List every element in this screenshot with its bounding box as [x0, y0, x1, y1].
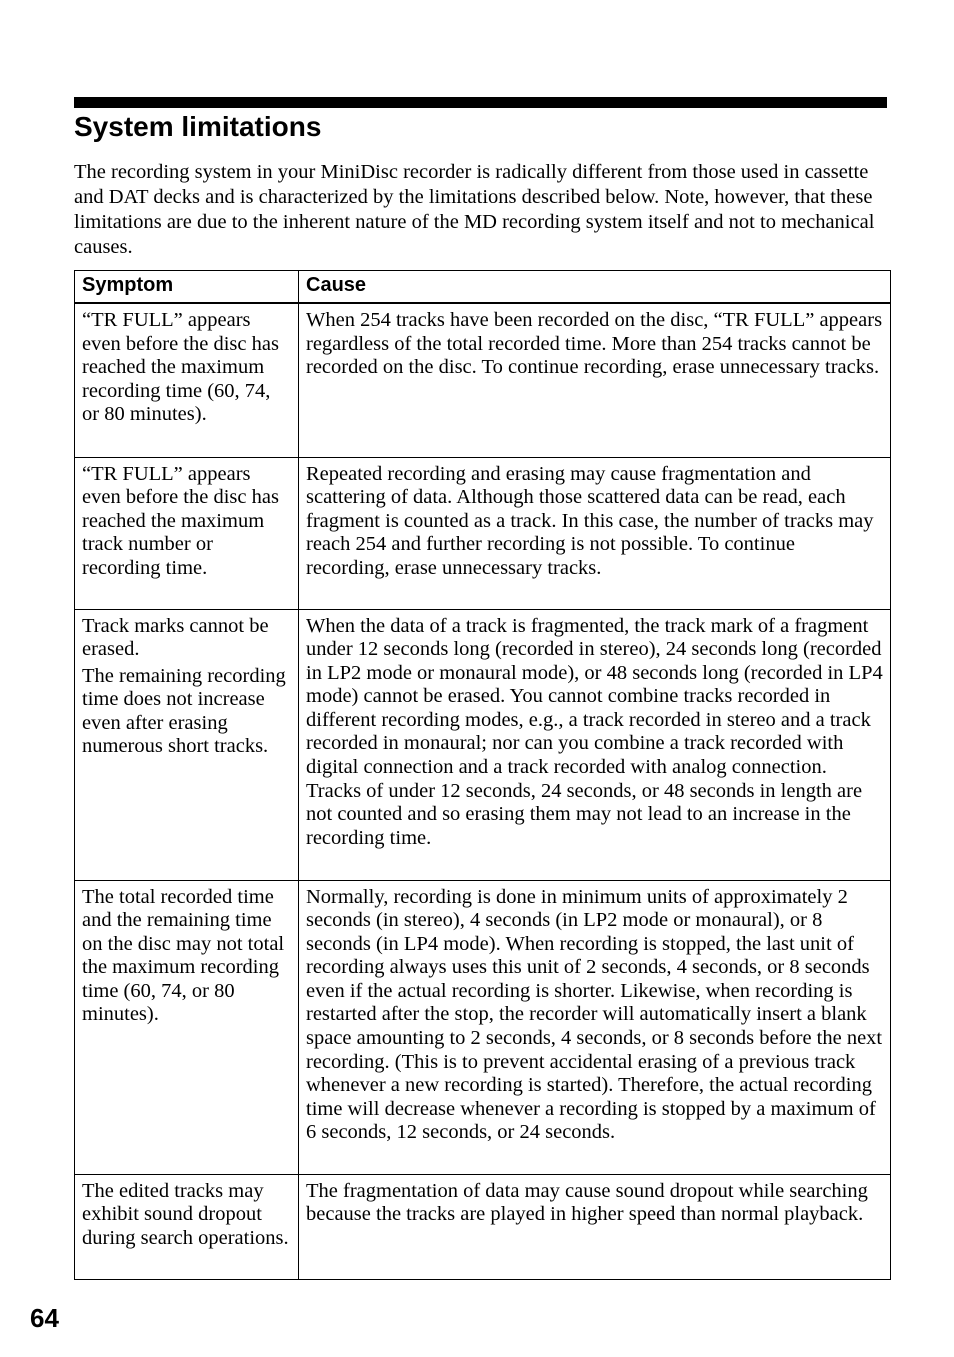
symptom-cell: [75, 1174, 299, 1279]
cause-cell: [299, 880, 891, 1174]
table-row: [75, 880, 891, 1174]
cause-text: Repeated recording and erasing may cause fragmentation and scattering of data. Although those scattered data can be read, each fragment is counted as a track. In this case, the number of tracks may reach 254 and further recording is not possible. To continue recording, erase unnecessary tracks.: [306, 462, 874, 579]
table-row: [75, 303, 891, 457]
intro-paragraph: The recording system in your MiniDisc recorder is radically different from those used in cassette and DAT decks and is characterized by the limitations described below. Note, however, that these limitations are due to the inherent nature of the MD recording system itself and not to mechanical causes.: [74, 161, 875, 258]
symptom-text: The remaining recording time does not increase even after erasing numerous short tracks.: [82, 664, 286, 758]
section-title: System limitations: [74, 111, 322, 142]
symptom-text: “TR FULL” appears even before the disc has reached the maximum track number or recording time.: [82, 462, 279, 579]
cause-cell: [299, 1174, 891, 1279]
cause-text: Normally, recording is done in minimum units of approximately 2 seconds (in stereo), 4 seconds (in LP2 mode or monaural), or 8 seconds (in LP4 mode). When recording is stopped, the last unit of recording always uses this unit of 2 seconds, 4 seconds, or 8 seconds even if the actual recording is shorter. Likewise, when recording is restarted after the stop, the recorder will automatically insert a blank space amounting to 2 seconds, 4 seconds, or 8 seconds before the next recording. (This is to prevent accidental erasing of a previous track whenever a new recording is started). Therefore, the actual recording time will decrease whenever a recording is stopped by a maximum of 6 seconds, 12 seconds, or 24 seconds.: [306, 885, 883, 1144]
cause-header: Cause: [299, 271, 891, 304]
symptom-cell: [75, 880, 299, 1174]
symptom-header: Symptom: [75, 271, 299, 304]
cause-text: When the data of a track is fragmented, the track mark of a fragment under 12 seconds long (recorded in stereo), 24 seconds long (recorded in LP2 mode or monaural mode), or 48 seconds long (recorded in LP4 mode) cannot be erased. You cannot combine tracks recorded in different recording modes, e.g., a track recorded in stereo and a track recorded in monaural; nor can you combine a track recorded with digital connection and a track recorded with analog connection.: [306, 614, 883, 779]
cause-text: Tracks of under 12 seconds, 24 seconds, or 48 seconds in length are not counted and so erasing them may not lead to an increase in the recording time.: [306, 779, 863, 849]
cause-text: The fragmentation of data may cause sound dropout while searching because the tracks are played in higher speed than normal playback.: [306, 1179, 868, 1226]
symptom-text: The edited tracks may exhibit sound dropout during search operations.: [82, 1179, 289, 1249]
cause-text: When 254 tracks have been recorded on the disc, “TR FULL” appears regardless of the total recorded time. More than 254 tracks cannot be recorded on the disc. To continue recording, erase unnecessary tracks.: [306, 309, 883, 379]
cause-cell: [299, 609, 891, 880]
symptom-text: The total recorded time and the remaining time on the disc may not total the maximum recording time (60, 74, or 80 minutes).: [82, 885, 285, 1026]
cause-cell: [299, 457, 891, 609]
cause-cell: [299, 303, 891, 457]
section-rule: [74, 97, 887, 108]
symptom-cell: [75, 609, 299, 880]
page-number: 64: [30, 1303, 59, 1333]
table-row: [75, 457, 891, 609]
table-header-row: [75, 271, 891, 304]
table-row: [75, 1174, 891, 1279]
table-row: [75, 609, 891, 880]
symptom-text: Track marks cannot be erased.: [82, 614, 269, 661]
symptom-cell: [75, 457, 299, 609]
symptom-text: “TR FULL” appears even before the disc has reached the maximum recording time (60, 74, or 80 minutes).: [82, 309, 279, 426]
symptom-cell: [75, 303, 299, 457]
limitations-table: [74, 270, 891, 1280]
